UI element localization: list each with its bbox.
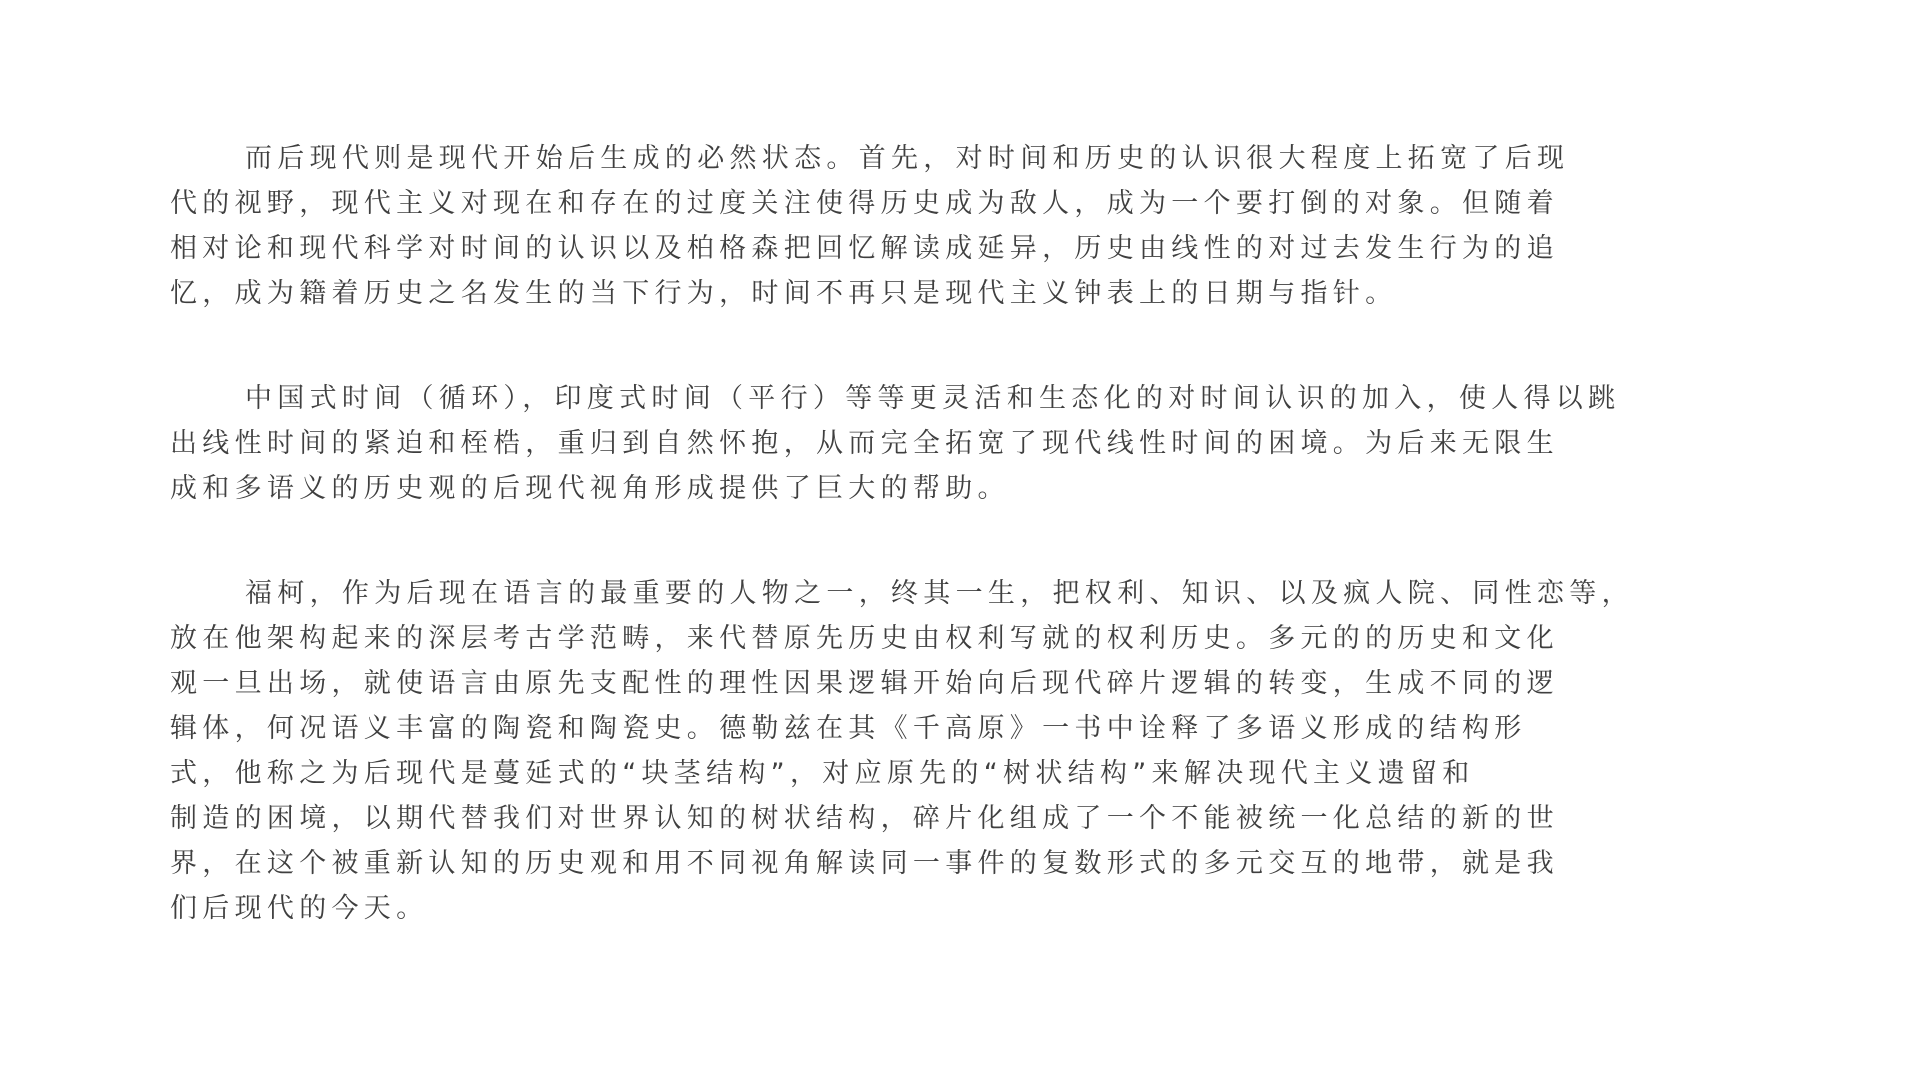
paragraph-line: 代的视野，现代主义对现在和存在的过度关注使得历史成为敌人，成为一个要打倒的对象。但随着 [170, 188, 1559, 219]
paragraph-line: 相对论和现代科学对时间的认识以及柏格森把回忆解读成延异，历史由线性的对过去发生行为的追 [170, 233, 1559, 264]
paragraph-line: 观一旦出场，就使语言由原先支配性的理性因果逻辑开始向后现代碎片逻辑的转变，生成不同的逻 [170, 668, 1559, 699]
paragraph-line: 而后现代则是现代开始后生成的必然状态。首先，对时间和历史的认识很大程度上拓宽了后现 [245, 143, 1570, 174]
paragraph-foucault-deleuze [170, 571, 1760, 976]
paragraph-line: 界，在这个被重新认知的历史观和用不同视角解读同一事件的复数形式的多元交互的地带，就是我 [170, 848, 1559, 879]
paragraph-line: 出线性时间的紧迫和桎梏，重归到自然怀抱，从而完全拓宽了现代线性时间的困境。为后来无限生 [170, 428, 1559, 459]
paragraph-line: 中国式时间（循环），印度式时间（平行）等等更灵活和生态化的对时间认识的加入，使人得以跳 [245, 383, 1621, 414]
paragraph-line: 成和多语义的历史观的后现代视角形成提供了巨大的帮助。 [170, 473, 1010, 504]
paragraph-line [170, 931, 1760, 976]
paragraph-line: 忆，成为籍着历史之名发生的当下行为，时间不再只是现代主义钟表上的日期与指针。 [170, 278, 1398, 309]
paragraph-line: 制造的困境，以期代替我们对世界认知的树状结构，碎片化组成了一个不能被统一化总结的新的世 [170, 803, 1559, 834]
paragraph-eastern-time [170, 376, 1760, 511]
paragraph-line: 放在他架构起来的深层考古学范畴，来代替原先历史由权利写就的权利历史。多元的的历史和文化 [170, 623, 1559, 654]
paragraph-line: 们后现代的今天。 [170, 893, 429, 924]
paragraph-postmodern-time [170, 136, 1760, 316]
paragraph-line: 福柯，作为后现在语言的最重要的人物之一，终其一生，把权利、知识、以及疯人院、同性恋等， [245, 578, 1634, 609]
paragraph-line: 式，他称之为后现代是蔓延式的“块茎结构”，对应原先的“树状结构”来解决现代主义遗留和 [170, 758, 1475, 789]
document-body [170, 136, 1760, 1036]
paragraph-line: 辑体，何况语义丰富的陶瓷和陶瓷史。德勒兹在其《千高原》一书中诠释了多语义形成的结构形 [170, 713, 1527, 744]
